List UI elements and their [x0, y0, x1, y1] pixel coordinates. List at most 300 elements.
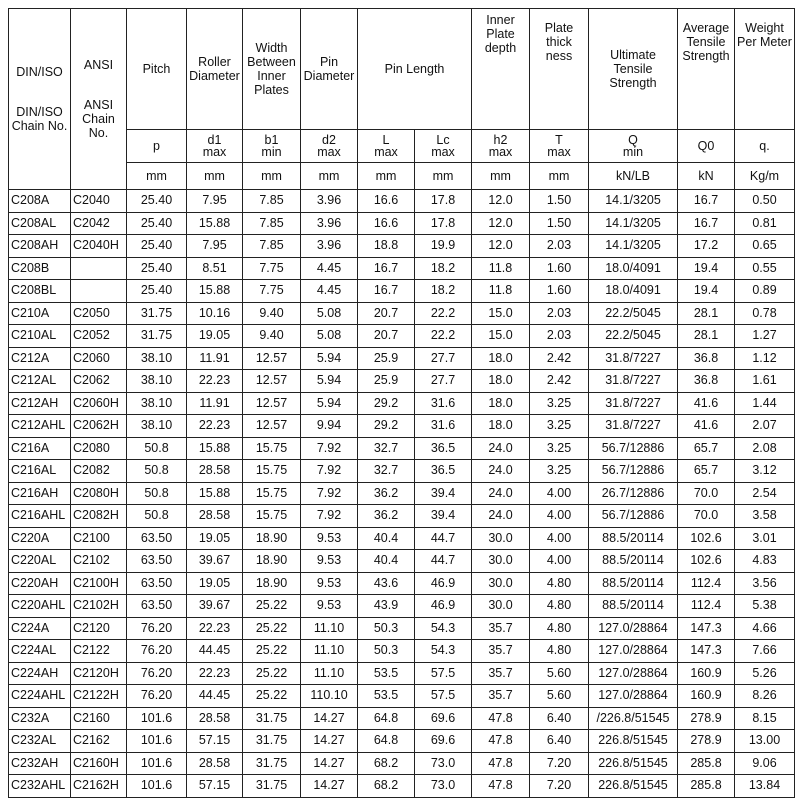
table-cell: 15.88 — [187, 482, 243, 505]
table-cell: 31.6 — [415, 392, 472, 415]
table-cell: 50.3 — [358, 617, 415, 640]
table-cell: 102.6 — [678, 527, 735, 550]
din-iso-chain-no-cell: C208AH — [9, 235, 71, 258]
table-cell: 63.50 — [127, 550, 187, 573]
table-cell: 3.96 — [301, 190, 358, 213]
table-cell: 15.0 — [472, 325, 530, 348]
table-cell: 25.40 — [127, 190, 187, 213]
table-cell: 7.92 — [301, 505, 358, 528]
table-cell: 31.75 — [243, 752, 301, 775]
table-cell: 15.75 — [243, 437, 301, 460]
table-row — [9, 505, 795, 528]
table-cell: 35.7 — [472, 617, 530, 640]
din-iso-chain-no-cell: C212A — [9, 347, 71, 370]
table-cell: 11.10 — [301, 640, 358, 663]
table-cell: 13.84 — [735, 775, 795, 798]
symbol-label: d1 — [207, 133, 222, 147]
table-row — [9, 235, 795, 258]
unit-cell: kN/LB — [589, 163, 678, 190]
table-cell: 64.8 — [358, 707, 415, 730]
table-cell: 18.0 — [472, 392, 530, 415]
ansi-chain-no-cell: C2052 — [71, 325, 127, 348]
header-ultimate-tensile-strength: Ultimate Tensile Strength — [589, 9, 678, 130]
table-cell: 40.4 — [358, 550, 415, 573]
table-cell: 73.0 — [415, 752, 472, 775]
table-cell: 5.94 — [301, 370, 358, 393]
symbol-cell — [678, 130, 735, 163]
header-din-iso — [9, 9, 71, 190]
table-cell: 101.6 — [127, 752, 187, 775]
ansi-chain-no-cell: C2160H — [71, 752, 127, 775]
table-cell: 31.8/7227 — [589, 370, 678, 393]
table-cell: 39.4 — [415, 505, 472, 528]
table-cell: 12.57 — [243, 415, 301, 438]
table-cell: 25.22 — [243, 617, 301, 640]
table-cell: 9.53 — [301, 550, 358, 573]
table-cell: 285.8 — [678, 752, 735, 775]
symbol-qualifier: max — [488, 145, 513, 159]
table-cell: 56.7/12886 — [589, 437, 678, 460]
chain-spec-document — [8, 8, 795, 798]
din-iso-chain-no-cell: C210AL — [9, 325, 71, 348]
symbol-qualifier: max — [374, 145, 398, 159]
header-roller-diameter: Roller Diameter — [187, 9, 243, 130]
table-cell: 5.08 — [301, 302, 358, 325]
table-cell: 16.7 — [678, 212, 735, 235]
symbol-qualifier: max — [317, 145, 341, 159]
table-row — [9, 662, 795, 685]
table-cell: 278.9 — [678, 730, 735, 753]
header-pitch: Pitch — [127, 9, 187, 130]
din-iso-chain-no-cell: C208AL — [9, 212, 71, 235]
table-cell: 41.6 — [678, 392, 735, 415]
table-row — [9, 280, 795, 303]
unit-row — [9, 163, 795, 190]
table-cell: 65.7 — [678, 460, 735, 483]
table-cell: 15.75 — [243, 482, 301, 505]
din-iso-chain-no-cell: C208A — [9, 190, 71, 213]
table-cell: 6.40 — [530, 707, 589, 730]
table-cell: 18.0 — [472, 347, 530, 370]
table-cell: 226.8/51545 — [589, 730, 678, 753]
table-cell: 5.38 — [735, 595, 795, 618]
table-cell: 20.7 — [358, 325, 415, 348]
header-din-iso-label: DIN/ISO — [16, 65, 63, 79]
table-cell: 4.66 — [735, 617, 795, 640]
table-cell: 47.8 — [472, 752, 530, 775]
table-cell: 63.50 — [127, 595, 187, 618]
table-cell: 4.80 — [530, 617, 589, 640]
table-cell: 14.27 — [301, 752, 358, 775]
table-cell: 44.7 — [415, 550, 472, 573]
symbol-cell — [301, 130, 358, 163]
table-cell: 4.00 — [530, 527, 589, 550]
table-cell: 46.9 — [415, 595, 472, 618]
table-cell: 39.4 — [415, 482, 472, 505]
header-width-between-inner-plates: Width Between Inner Plates — [243, 9, 301, 130]
table-cell: 3.58 — [735, 505, 795, 528]
table-cell: 18.0 — [472, 370, 530, 393]
symbol-cell — [530, 130, 589, 163]
table-cell: 112.4 — [678, 572, 735, 595]
table-cell: 88.5/20114 — [589, 595, 678, 618]
table-cell: 35.7 — [472, 640, 530, 663]
din-iso-chain-no-cell: C210A — [9, 302, 71, 325]
table-cell: 25.9 — [358, 370, 415, 393]
table-row — [9, 707, 795, 730]
table-cell: 30.0 — [472, 550, 530, 573]
table-cell: 1.27 — [735, 325, 795, 348]
table-cell: 127.0/28864 — [589, 685, 678, 708]
table-cell: 44.7 — [415, 527, 472, 550]
din-iso-chain-no-cell: C220AHL — [9, 595, 71, 618]
symbol-qualifier: min — [622, 145, 644, 159]
table-cell: 2.54 — [735, 482, 795, 505]
symbol-cell — [415, 130, 472, 163]
table-cell: 57.15 — [187, 730, 243, 753]
table-cell: 5.94 — [301, 392, 358, 415]
table-cell: 2.03 — [530, 325, 589, 348]
din-iso-chain-no-cell: C220AL — [9, 550, 71, 573]
table-row — [9, 572, 795, 595]
table-cell: 44.45 — [187, 685, 243, 708]
table-cell: 7.92 — [301, 460, 358, 483]
table-cell: 56.7/12886 — [589, 460, 678, 483]
table-cell: 46.9 — [415, 572, 472, 595]
table-cell: 18.0/4091 — [589, 280, 678, 303]
table-cell: 15.75 — [243, 460, 301, 483]
table-cell: 24.0 — [472, 460, 530, 483]
table-cell: 15.75 — [243, 505, 301, 528]
symbol-cell — [358, 130, 415, 163]
table-row — [9, 257, 795, 280]
table-cell: 4.45 — [301, 280, 358, 303]
table-cell: 53.5 — [358, 662, 415, 685]
table-cell: 14.27 — [301, 707, 358, 730]
table-cell: 18.0/4091 — [589, 257, 678, 280]
table-cell: 38.10 — [127, 392, 187, 415]
table-cell: 15.88 — [187, 437, 243, 460]
din-iso-chain-no-cell: C220A — [9, 527, 71, 550]
table-cell: 101.6 — [127, 707, 187, 730]
table-cell: 28.58 — [187, 752, 243, 775]
table-cell: 39.67 — [187, 595, 243, 618]
table-cell: 18.0 — [472, 415, 530, 438]
header-ansi-label: ANSI — [83, 58, 114, 72]
table-cell: 70.0 — [678, 482, 735, 505]
table-cell: 17.2 — [678, 235, 735, 258]
symbol-cell — [187, 130, 243, 163]
table-cell: 4.83 — [735, 550, 795, 573]
table-cell: 22.23 — [187, 370, 243, 393]
table-cell: 14.1/3205 — [589, 212, 678, 235]
ansi-chain-no-cell: C2102 — [71, 550, 127, 573]
table-cell: 2.42 — [530, 347, 589, 370]
table-cell: 41.6 — [678, 415, 735, 438]
ansi-chain-no-cell: C2102H — [71, 595, 127, 618]
table-cell: 28.1 — [678, 302, 735, 325]
table-cell: 4.00 — [530, 550, 589, 573]
table-cell: 3.96 — [301, 212, 358, 235]
table-cell: 22.23 — [187, 415, 243, 438]
table-cell: 1.60 — [530, 257, 589, 280]
din-iso-chain-no-cell: C208BL — [9, 280, 71, 303]
ansi-chain-no-cell: C2100H — [71, 572, 127, 595]
table-cell: 47.8 — [472, 730, 530, 753]
table-cell: 14.1/3205 — [589, 235, 678, 258]
table-row — [9, 212, 795, 235]
table-cell: 18.90 — [243, 572, 301, 595]
symbol-label: q. — [759, 139, 770, 153]
table-cell: 3.25 — [530, 437, 589, 460]
table-cell: 15.88 — [187, 280, 243, 303]
table-cell: 40.4 — [358, 527, 415, 550]
table-cell: 7.95 — [187, 235, 243, 258]
table-cell: 3.01 — [735, 527, 795, 550]
table-cell: 7.92 — [301, 482, 358, 505]
din-iso-chain-no-cell: C224AH — [9, 662, 71, 685]
table-cell: 5.26 — [735, 662, 795, 685]
table-row — [9, 302, 795, 325]
table-cell: 11.10 — [301, 617, 358, 640]
table-cell: 27.7 — [415, 347, 472, 370]
table-cell: 16.7 — [358, 280, 415, 303]
table-cell: 8.51 — [187, 257, 243, 280]
table-cell: 31.8/7227 — [589, 392, 678, 415]
table-cell: 63.50 — [127, 572, 187, 595]
table-cell: 8.15 — [735, 707, 795, 730]
ansi-chain-no-cell: C2160 — [71, 707, 127, 730]
din-iso-chain-no-cell: C212AL — [9, 370, 71, 393]
table-cell: 12.57 — [243, 347, 301, 370]
table-cell: 19.05 — [187, 527, 243, 550]
table-cell: 1.61 — [735, 370, 795, 393]
table-cell: 4.45 — [301, 257, 358, 280]
table-cell: 57.5 — [415, 685, 472, 708]
table-row — [9, 415, 795, 438]
unit-cell: mm — [358, 163, 415, 190]
ansi-chain-no-cell: C2162H — [71, 775, 127, 798]
table-cell: 68.2 — [358, 775, 415, 798]
table-cell: 1.50 — [530, 190, 589, 213]
table-cell: 30.0 — [472, 595, 530, 618]
table-cell: 76.20 — [127, 617, 187, 640]
symbol-qualifier: max — [431, 145, 455, 159]
table-cell: 22.2 — [415, 302, 472, 325]
table-cell: 2.03 — [530, 235, 589, 258]
ansi-chain-no-cell: C2082 — [71, 460, 127, 483]
table-cell: 31.8/7227 — [589, 347, 678, 370]
table-cell: 3.96 — [301, 235, 358, 258]
table-row — [9, 752, 795, 775]
header-average-tensile-strength: Average Tensile Strength — [678, 9, 735, 130]
table-cell: 38.10 — [127, 347, 187, 370]
table-cell: 54.3 — [415, 640, 472, 663]
table-cell: 15.0 — [472, 302, 530, 325]
din-iso-chain-no-cell: C208B — [9, 257, 71, 280]
table-cell: 76.20 — [127, 685, 187, 708]
table-cell: 16.7 — [678, 190, 735, 213]
table-cell: 16.6 — [358, 212, 415, 235]
table-row — [9, 437, 795, 460]
din-iso-chain-no-cell: C232AL — [9, 730, 71, 753]
table-cell: 226.8/51545 — [589, 752, 678, 775]
table-cell: 7.20 — [530, 775, 589, 798]
din-iso-chain-no-cell: C224AL — [9, 640, 71, 663]
symbol-label: L — [382, 133, 390, 147]
table-cell: 5.08 — [301, 325, 358, 348]
table-cell: 36.2 — [358, 505, 415, 528]
table-cell: 30.0 — [472, 572, 530, 595]
table-cell: 3.25 — [530, 392, 589, 415]
table-cell: 18.90 — [243, 527, 301, 550]
table-cell: 278.9 — [678, 707, 735, 730]
ansi-chain-no-cell: C2050 — [71, 302, 127, 325]
table-cell: 2.07 — [735, 415, 795, 438]
table-cell: 127.0/28864 — [589, 617, 678, 640]
table-cell: 38.10 — [127, 415, 187, 438]
table-row — [9, 460, 795, 483]
table-cell: 25.22 — [243, 662, 301, 685]
table-cell: 0.50 — [735, 190, 795, 213]
chain-spec-table — [8, 8, 795, 798]
unit-cell: mm — [301, 163, 358, 190]
ansi-chain-no-cell: C2120 — [71, 617, 127, 640]
table-cell: 110.10 — [301, 685, 358, 708]
table-cell: 7.85 — [243, 190, 301, 213]
symbol-label: Lc — [436, 133, 450, 147]
table-cell: 22.2 — [415, 325, 472, 348]
table-cell: 9.53 — [301, 572, 358, 595]
table-cell: 0.65 — [735, 235, 795, 258]
header-din-iso-chain-label: DIN/ISO Chain No. — [11, 105, 68, 133]
table-cell: 9.40 — [243, 302, 301, 325]
table-cell: 147.3 — [678, 617, 735, 640]
ansi-chain-no-cell: C2122 — [71, 640, 127, 663]
table-cell: 24.0 — [472, 505, 530, 528]
table-cell: 63.50 — [127, 527, 187, 550]
table-cell: 28.58 — [187, 707, 243, 730]
table-cell: 11.10 — [301, 662, 358, 685]
table-cell: 11.91 — [187, 347, 243, 370]
table-cell: 11.8 — [472, 257, 530, 280]
din-iso-chain-no-cell: C212AHL — [9, 415, 71, 438]
table-cell: 2.08 — [735, 437, 795, 460]
table-cell: 56.7/12886 — [589, 505, 678, 528]
table-cell: 57.15 — [187, 775, 243, 798]
table-cell: 3.56 — [735, 572, 795, 595]
table-cell: 12.0 — [472, 190, 530, 213]
table-cell: 1.44 — [735, 392, 795, 415]
symbol-cell — [735, 130, 795, 163]
table-cell: 43.6 — [358, 572, 415, 595]
ansi-chain-no-cell: C2162 — [71, 730, 127, 753]
table-cell: 14.1/3205 — [589, 190, 678, 213]
table-cell: 5.60 — [530, 662, 589, 685]
table-cell: 54.3 — [415, 617, 472, 640]
table-cell: 50.8 — [127, 460, 187, 483]
table-cell: 25.40 — [127, 257, 187, 280]
table-cell: 29.2 — [358, 415, 415, 438]
table-cell: 7.75 — [243, 280, 301, 303]
table-cell: 68.2 — [358, 752, 415, 775]
ansi-chain-no-cell — [71, 257, 127, 280]
ansi-chain-no-cell: C2080 — [71, 437, 127, 460]
table-cell: 31.75 — [243, 730, 301, 753]
table-cell: 88.5/20114 — [589, 527, 678, 550]
table-cell: 7.85 — [243, 235, 301, 258]
table-cell: 1.50 — [530, 212, 589, 235]
ansi-chain-no-cell: C2122H — [71, 685, 127, 708]
table-cell: 88.5/20114 — [589, 572, 678, 595]
table-row — [9, 617, 795, 640]
table-cell: 101.6 — [127, 730, 187, 753]
table-cell: 50.8 — [127, 437, 187, 460]
table-cell: 2.42 — [530, 370, 589, 393]
table-cell: 32.7 — [358, 460, 415, 483]
table-cell: 31.6 — [415, 415, 472, 438]
table-cell: 160.9 — [678, 662, 735, 685]
table-cell: 25.40 — [127, 212, 187, 235]
symbol-row — [9, 130, 795, 163]
table-row — [9, 482, 795, 505]
table-row — [9, 392, 795, 415]
table-cell: 69.6 — [415, 707, 472, 730]
table-cell: 43.9 — [358, 595, 415, 618]
table-cell: 18.2 — [415, 280, 472, 303]
table-cell: 22.23 — [187, 662, 243, 685]
ansi-chain-no-cell: C2082H — [71, 505, 127, 528]
table-cell: /226.8/51545 — [589, 707, 678, 730]
symbol-cell — [127, 130, 187, 163]
table-cell: 38.10 — [127, 370, 187, 393]
table-cell: 24.0 — [472, 437, 530, 460]
table-cell: 19.05 — [187, 572, 243, 595]
din-iso-chain-no-cell: C216AHL — [9, 505, 71, 528]
ansi-chain-no-cell: C2100 — [71, 527, 127, 550]
table-cell: 19.9 — [415, 235, 472, 258]
table-cell: 31.75 — [243, 775, 301, 798]
table-cell: 36.5 — [415, 460, 472, 483]
table-cell: 4.80 — [530, 572, 589, 595]
table-row — [9, 775, 795, 798]
table-cell: 31.75 — [127, 302, 187, 325]
table-cell: 28.58 — [187, 460, 243, 483]
table-cell: 112.4 — [678, 595, 735, 618]
unit-cell: mm — [127, 163, 187, 190]
table-cell: 15.88 — [187, 212, 243, 235]
table-cell: 50.8 — [127, 482, 187, 505]
symbol-cell — [589, 130, 678, 163]
table-cell: 11.91 — [187, 392, 243, 415]
table-cell: 22.23 — [187, 617, 243, 640]
unit-cell: mm — [415, 163, 472, 190]
ansi-chain-no-cell: C2040 — [71, 190, 127, 213]
table-cell: 28.58 — [187, 505, 243, 528]
symbol-label: Q0 — [697, 139, 715, 153]
din-iso-chain-no-cell: C216AH — [9, 482, 71, 505]
table-cell: 19.05 — [187, 325, 243, 348]
din-iso-chain-no-cell: C216AL — [9, 460, 71, 483]
table-cell: 7.66 — [735, 640, 795, 663]
table-cell: 285.8 — [678, 775, 735, 798]
table-cell: 30.0 — [472, 527, 530, 550]
din-iso-chain-no-cell: C224AHL — [9, 685, 71, 708]
table-cell: 102.6 — [678, 550, 735, 573]
table-cell: 5.94 — [301, 347, 358, 370]
table-cell: 57.5 — [415, 662, 472, 685]
table-row — [9, 685, 795, 708]
